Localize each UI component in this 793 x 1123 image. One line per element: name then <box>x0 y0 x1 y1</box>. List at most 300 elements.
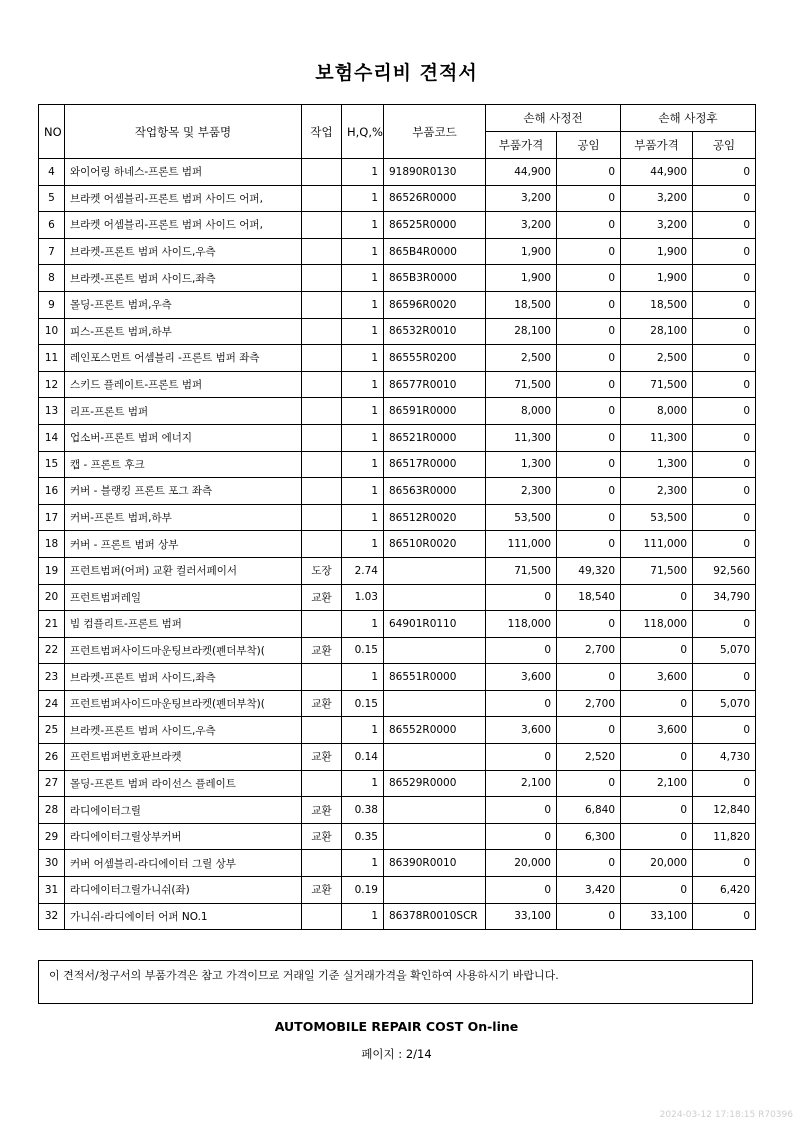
header-before-labor: 공임 <box>557 132 621 159</box>
row-item: 프런트범퍼레일 <box>65 584 302 611</box>
row-work <box>302 345 342 372</box>
row-item: 커버 - 블랭킹 프론트 포그 좌측 <box>65 478 302 505</box>
row-before-labor: 0 <box>557 212 621 239</box>
row-before-part-price: 0 <box>486 637 557 664</box>
row-hq: 0.15 <box>342 690 384 717</box>
table-row <box>39 797 756 824</box>
row-before-labor: 2,700 <box>557 690 621 717</box>
row-after-part-price: 3,200 <box>621 212 693 239</box>
table-row <box>39 478 756 505</box>
row-before-labor: 0 <box>557 451 621 478</box>
row-after-part-price: 3,600 <box>621 717 693 744</box>
row-before-part-price: 28,100 <box>486 318 557 345</box>
row-code: 64901R0110 <box>384 611 486 638</box>
row-work <box>302 371 342 398</box>
row-after-labor: 0 <box>693 611 756 638</box>
row-after-labor: 0 <box>693 770 756 797</box>
row-item: 브라켓-프론트 범퍼 사이드,좌측 <box>65 664 302 691</box>
document-title: 보험수리비 견적서 <box>315 62 478 84</box>
row-after-part-price: 0 <box>621 797 693 824</box>
notice-box: 이 견적서/청구서의 부품가격은 참고 가격이므로 거래일 기준 실거래가격을 확인하여 사용하시기 바랍니다. <box>38 960 753 1004</box>
row-item: 라디에이터그릴상부커버 <box>65 823 302 850</box>
row-work <box>302 291 342 318</box>
row-no: 10 <box>39 318 65 345</box>
row-hq: 2.74 <box>342 557 384 584</box>
row-no: 27 <box>39 770 65 797</box>
row-before-labor: 3,420 <box>557 877 621 904</box>
row-work: 교환 <box>302 690 342 717</box>
row-no: 30 <box>39 850 65 877</box>
row-no: 17 <box>39 504 65 531</box>
table-row <box>39 584 756 611</box>
row-after-part-price: 2,500 <box>621 345 693 372</box>
row-hq: 1 <box>342 611 384 638</box>
row-before-labor: 0 <box>557 664 621 691</box>
row-item: 브라켓-프론트 범퍼 사이드,우측 <box>65 717 302 744</box>
row-after-labor: 0 <box>693 717 756 744</box>
table-row <box>39 717 756 744</box>
row-no: 22 <box>39 637 65 664</box>
row-code: 86390R0010 <box>384 850 486 877</box>
row-no: 24 <box>39 690 65 717</box>
row-before-labor: 0 <box>557 611 621 638</box>
header-code: 부품코드 <box>384 105 486 159</box>
row-work <box>302 611 342 638</box>
row-before-labor: 0 <box>557 159 621 186</box>
row-after-labor: 0 <box>693 185 756 212</box>
row-code: 86532R0010 <box>384 318 486 345</box>
row-work: 교환 <box>302 823 342 850</box>
row-hq: 1 <box>342 345 384 372</box>
table-row <box>39 744 756 771</box>
row-work <box>302 265 342 292</box>
row-no: 6 <box>39 212 65 239</box>
row-no: 20 <box>39 584 65 611</box>
row-before-labor: 0 <box>557 504 621 531</box>
row-before-part-price: 111,000 <box>486 531 557 558</box>
row-code: 86517R0000 <box>384 451 486 478</box>
row-after-part-price: 0 <box>621 584 693 611</box>
row-hq: 1 <box>342 478 384 505</box>
table-row <box>39 371 756 398</box>
row-after-labor: 0 <box>693 345 756 372</box>
row-after-labor: 0 <box>693 371 756 398</box>
table-row <box>39 690 756 717</box>
header-no: NO <box>39 105 65 159</box>
row-after-part-price: 2,300 <box>621 478 693 505</box>
row-after-part-price: 11,300 <box>621 424 693 451</box>
row-code: 86563R0000 <box>384 478 486 505</box>
row-before-labor: 2,700 <box>557 637 621 664</box>
row-before-labor: 6,300 <box>557 823 621 850</box>
row-after-labor: 0 <box>693 531 756 558</box>
row-code <box>384 584 486 611</box>
row-no: 8 <box>39 265 65 292</box>
row-before-part-price: 71,500 <box>486 371 557 398</box>
row-after-labor: 0 <box>693 212 756 239</box>
row-after-labor: 0 <box>693 291 756 318</box>
row-after-part-price: 2,100 <box>621 770 693 797</box>
row-after-labor: 0 <box>693 424 756 451</box>
row-no: 29 <box>39 823 65 850</box>
row-item: 프런트범퍼사이드마운팅브라켓(펜더부착)( <box>65 690 302 717</box>
row-hq: 0.19 <box>342 877 384 904</box>
row-after-part-price: 53,500 <box>621 504 693 531</box>
row-before-part-price: 2,500 <box>486 345 557 372</box>
row-after-part-price: 44,900 <box>621 159 693 186</box>
row-before-labor: 0 <box>557 318 621 345</box>
table-row <box>39 238 756 265</box>
row-work <box>302 318 342 345</box>
row-no: 19 <box>39 557 65 584</box>
row-after-labor: 6,420 <box>693 877 756 904</box>
row-hq: 1.03 <box>342 584 384 611</box>
row-work <box>302 770 342 797</box>
row-before-labor: 0 <box>557 531 621 558</box>
row-after-labor: 0 <box>693 451 756 478</box>
row-work: 교환 <box>302 744 342 771</box>
row-code <box>384 557 486 584</box>
row-after-part-price: 0 <box>621 744 693 771</box>
row-before-part-price: 3,600 <box>486 717 557 744</box>
row-before-labor: 2,520 <box>557 744 621 771</box>
row-before-part-price: 1,900 <box>486 265 557 292</box>
header-after-labor: 공임 <box>693 132 756 159</box>
row-before-part-price: 3,200 <box>486 185 557 212</box>
row-before-part-price: 33,100 <box>486 903 557 930</box>
row-before-part-price: 8,000 <box>486 398 557 425</box>
row-before-part-price: 1,300 <box>486 451 557 478</box>
row-no: 11 <box>39 345 65 372</box>
row-before-labor: 0 <box>557 371 621 398</box>
row-no: 25 <box>39 717 65 744</box>
table-row <box>39 318 756 345</box>
header-before-group: 손해 사정전 <box>486 105 621 132</box>
row-work <box>302 531 342 558</box>
row-after-part-price: 33,100 <box>621 903 693 930</box>
row-no: 15 <box>39 451 65 478</box>
row-no: 4 <box>39 159 65 186</box>
row-code <box>384 637 486 664</box>
row-hq: 1 <box>342 318 384 345</box>
footer-brand: AUTOMOBILE REPAIR COST On-line <box>274 1019 519 1034</box>
table-row <box>39 770 756 797</box>
row-hq: 0.35 <box>342 823 384 850</box>
row-item: 커버 어셈블리-라디에이터 그릴 상부 <box>65 850 302 877</box>
row-item: 레인포스먼트 어셈블리 -프론트 범퍼 좌측 <box>65 345 302 372</box>
row-item: 커버 - 프론트 범퍼 상부 <box>65 531 302 558</box>
row-no: 7 <box>39 238 65 265</box>
table-row <box>39 877 756 904</box>
row-no: 5 <box>39 185 65 212</box>
row-after-labor: 0 <box>693 398 756 425</box>
row-before-part-price: 1,900 <box>486 238 557 265</box>
row-after-part-price: 18,500 <box>621 291 693 318</box>
row-hq: 1 <box>342 850 384 877</box>
row-after-part-price: 1,900 <box>621 238 693 265</box>
row-after-labor: 0 <box>693 318 756 345</box>
row-after-labor: 0 <box>693 478 756 505</box>
row-before-labor: 0 <box>557 903 621 930</box>
row-after-labor: 11,820 <box>693 823 756 850</box>
row-hq: 1 <box>342 159 384 186</box>
row-item: 프런트범퍼사이드마운팅브라켓(펜더부착)( <box>65 637 302 664</box>
row-before-part-price: 2,300 <box>486 478 557 505</box>
row-item: 프런트범퍼(어퍼) 교환 컬러서페이서 <box>65 557 302 584</box>
row-work <box>302 159 342 186</box>
row-item: 스키드 플레이트-프론트 범퍼 <box>65 371 302 398</box>
table-row <box>39 291 756 318</box>
header-after-group: 손해 사정후 <box>621 105 756 132</box>
table-body <box>39 159 756 930</box>
row-code: 86591R0000 <box>384 398 486 425</box>
row-after-labor: 0 <box>693 903 756 930</box>
row-item: 캡 - 프론트 후크 <box>65 451 302 478</box>
table-row <box>39 637 756 664</box>
row-work: 도장 <box>302 557 342 584</box>
row-after-part-price: 0 <box>621 637 693 664</box>
row-before-part-price: 11,300 <box>486 424 557 451</box>
row-before-labor: 0 <box>557 478 621 505</box>
row-no: 18 <box>39 531 65 558</box>
table-row <box>39 159 756 186</box>
row-code: 86526R0000 <box>384 185 486 212</box>
row-hq: 1 <box>342 770 384 797</box>
row-after-part-price: 1,900 <box>621 265 693 292</box>
row-before-part-price: 0 <box>486 744 557 771</box>
row-code: 86525R0000 <box>384 212 486 239</box>
row-hq: 1 <box>342 212 384 239</box>
row-work: 교환 <box>302 584 342 611</box>
row-no: 26 <box>39 744 65 771</box>
row-code: 86529R0000 <box>384 770 486 797</box>
row-code <box>384 744 486 771</box>
row-before-labor: 18,540 <box>557 584 621 611</box>
row-item: 와이어링 하네스-프론트 범퍼 <box>65 159 302 186</box>
row-code: 86596R0020 <box>384 291 486 318</box>
row-work <box>302 424 342 451</box>
row-code: 86512R0020 <box>384 504 486 531</box>
row-after-labor: 0 <box>693 664 756 691</box>
row-before-part-price: 3,200 <box>486 212 557 239</box>
row-work <box>302 850 342 877</box>
row-before-labor: 0 <box>557 185 621 212</box>
row-code <box>384 690 486 717</box>
row-after-labor: 92,560 <box>693 557 756 584</box>
row-item: 프런트범퍼번호판브라켓 <box>65 744 302 771</box>
row-before-labor: 0 <box>557 345 621 372</box>
row-no: 21 <box>39 611 65 638</box>
row-code <box>384 797 486 824</box>
header-work: 작업 <box>302 105 342 159</box>
row-work: 교환 <box>302 637 342 664</box>
row-work: 교환 <box>302 797 342 824</box>
header-item: 작업항목 및 부품명 <box>65 105 302 159</box>
table-row <box>39 185 756 212</box>
table-row <box>39 504 756 531</box>
row-hq: 1 <box>342 371 384 398</box>
row-item: 업소버-프론트 범퍼 에너지 <box>65 424 302 451</box>
row-before-part-price: 3,600 <box>486 664 557 691</box>
row-work <box>302 398 342 425</box>
row-after-labor: 0 <box>693 159 756 186</box>
row-item: 브라켓-프론트 범퍼 사이드,우측 <box>65 238 302 265</box>
row-hq: 1 <box>342 903 384 930</box>
row-work: 교환 <box>302 877 342 904</box>
row-item: 빔 컴플리트-프론트 범퍼 <box>65 611 302 638</box>
row-work <box>302 185 342 212</box>
row-before-part-price: 0 <box>486 823 557 850</box>
row-before-part-price: 44,900 <box>486 159 557 186</box>
header-after-part-price: 부품가격 <box>621 132 693 159</box>
row-item: 브라켓-프론트 범퍼 사이드,좌측 <box>65 265 302 292</box>
row-after-part-price: 118,000 <box>621 611 693 638</box>
row-after-labor: 34,790 <box>693 584 756 611</box>
row-no: 13 <box>39 398 65 425</box>
row-hq: 0.14 <box>342 744 384 771</box>
row-before-part-price: 118,000 <box>486 611 557 638</box>
table-row <box>39 424 756 451</box>
table-row <box>39 398 756 425</box>
row-before-labor: 0 <box>557 291 621 318</box>
row-work <box>302 478 342 505</box>
row-hq: 0.15 <box>342 637 384 664</box>
row-code: 86378R0010SCR <box>384 903 486 930</box>
row-code: 86552R0000 <box>384 717 486 744</box>
row-before-labor: 0 <box>557 717 621 744</box>
row-after-labor: 0 <box>693 504 756 531</box>
row-no: 12 <box>39 371 65 398</box>
row-after-part-price: 20,000 <box>621 850 693 877</box>
timestamp-stamp: 2024-03-12 17:18:15 R70396 <box>659 1110 793 1120</box>
row-code <box>384 877 486 904</box>
row-work <box>302 238 342 265</box>
row-after-part-price: 3,200 <box>621 185 693 212</box>
row-after-part-price: 1,300 <box>621 451 693 478</box>
page-number: 페이지 : 2/14 <box>361 1047 432 1061</box>
row-after-part-price: 0 <box>621 823 693 850</box>
row-item: 라디에이터그릴가니쉬(좌) <box>65 877 302 904</box>
row-after-labor: 4,730 <box>693 744 756 771</box>
table-row <box>39 850 756 877</box>
row-code: 865B4R0000 <box>384 238 486 265</box>
row-item: 커버-프론트 범퍼,하부 <box>65 504 302 531</box>
row-no: 9 <box>39 291 65 318</box>
row-item: 브라켓 어셈블리-프론트 범퍼 사이드 어퍼, <box>65 185 302 212</box>
row-code: 86555R0200 <box>384 345 486 372</box>
row-code <box>384 823 486 850</box>
row-hq: 1 <box>342 717 384 744</box>
row-work <box>302 903 342 930</box>
row-before-part-price: 0 <box>486 690 557 717</box>
table-row <box>39 611 756 638</box>
row-item: 브라켓 어셈블리-프론트 범퍼 사이드 어퍼, <box>65 212 302 239</box>
table-row <box>39 823 756 850</box>
row-before-part-price: 2,100 <box>486 770 557 797</box>
row-hq: 1 <box>342 265 384 292</box>
row-before-part-price: 0 <box>486 797 557 824</box>
row-before-part-price: 71,500 <box>486 557 557 584</box>
row-after-part-price: 71,500 <box>621 371 693 398</box>
row-item: 몰딩-프론트 범퍼,우측 <box>65 291 302 318</box>
row-before-part-price: 53,500 <box>486 504 557 531</box>
row-before-part-price: 0 <box>486 877 557 904</box>
table-row <box>39 212 756 239</box>
row-item: 리프-프론트 범퍼 <box>65 398 302 425</box>
row-no: 14 <box>39 424 65 451</box>
row-after-part-price: 0 <box>621 690 693 717</box>
row-after-labor: 12,840 <box>693 797 756 824</box>
row-before-part-price: 20,000 <box>486 850 557 877</box>
row-after-part-price: 71,500 <box>621 557 693 584</box>
row-hq: 1 <box>342 664 384 691</box>
row-hq: 0.38 <box>342 797 384 824</box>
row-after-part-price: 8,000 <box>621 398 693 425</box>
row-hq: 1 <box>342 185 384 212</box>
table-row <box>39 903 756 930</box>
row-after-labor: 5,070 <box>693 690 756 717</box>
row-no: 16 <box>39 478 65 505</box>
row-work <box>302 451 342 478</box>
row-before-labor: 0 <box>557 424 621 451</box>
row-after-part-price: 28,100 <box>621 318 693 345</box>
row-after-part-price: 3,600 <box>621 664 693 691</box>
row-work <box>302 212 342 239</box>
row-before-part-price: 0 <box>486 584 557 611</box>
row-hq: 1 <box>342 398 384 425</box>
row-no: 31 <box>39 877 65 904</box>
table-row <box>39 531 756 558</box>
row-work <box>302 664 342 691</box>
row-code: 86577R0010 <box>384 371 486 398</box>
estimate-table <box>38 104 756 930</box>
row-no: 32 <box>39 903 65 930</box>
header-hq: H,Q,% <box>342 105 384 159</box>
row-item: 가니쉬-라디에이터 어퍼 NO.1 <box>65 903 302 930</box>
row-before-part-price: 18,500 <box>486 291 557 318</box>
row-before-labor: 0 <box>557 238 621 265</box>
row-item: 라디에이터그릴 <box>65 797 302 824</box>
row-hq: 1 <box>342 504 384 531</box>
row-before-labor: 0 <box>557 850 621 877</box>
row-work <box>302 504 342 531</box>
row-hq: 1 <box>342 424 384 451</box>
row-after-part-price: 0 <box>621 877 693 904</box>
row-item: 몰딩-프론트 범퍼 라이선스 플레이트 <box>65 770 302 797</box>
row-hq: 1 <box>342 451 384 478</box>
row-before-labor: 0 <box>557 265 621 292</box>
row-no: 28 <box>39 797 65 824</box>
row-before-labor: 0 <box>557 398 621 425</box>
row-no: 23 <box>39 664 65 691</box>
row-after-labor: 0 <box>693 265 756 292</box>
table-row <box>39 557 756 584</box>
row-before-labor: 49,320 <box>557 557 621 584</box>
row-code: 86551R0000 <box>384 664 486 691</box>
row-hq: 1 <box>342 238 384 265</box>
row-hq: 1 <box>342 291 384 318</box>
table-row <box>39 265 756 292</box>
row-before-labor: 6,840 <box>557 797 621 824</box>
table-row <box>39 664 756 691</box>
row-after-labor: 0 <box>693 238 756 265</box>
row-item: 피스-프론트 범퍼,하부 <box>65 318 302 345</box>
row-before-labor: 0 <box>557 770 621 797</box>
row-code: 86510R0020 <box>384 531 486 558</box>
table-row <box>39 345 756 372</box>
row-code: 91890R0130 <box>384 159 486 186</box>
row-after-part-price: 111,000 <box>621 531 693 558</box>
